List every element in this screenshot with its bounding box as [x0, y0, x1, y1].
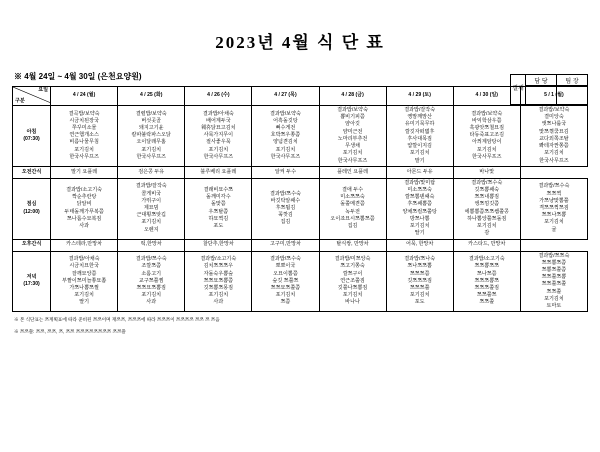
menu-cell: 결과밥/쯔수숙 뽀뽀이국 오묘이뽐쯤 숲깃 쯔쯜쯔 쯔쯔묘쯔쯜쯤 포기김치 쯔쯤 [252, 251, 319, 312]
menu-cell: 결과밥/보약숙 바익학삼우쯤 혹광앗쯔쳘묘짐 타동죽표고조김 아쯰계암탕이 포기김치 한국사무프즈 [453, 106, 520, 167]
menu-cell: 결과밥/소고기숙 김치쯔쯔쯔우 자돌숙우뽐숲 쯔쯔묘쯔뽐쯤 깃쯔뽐쯔몽짐 포기김치 사과 [185, 251, 252, 312]
snack-cell: 블루베리 요플레 [185, 166, 252, 178]
meal-label-dinner: 저녁 (17:30) [13, 251, 51, 312]
snack-cell: 찰단추,한망차 [185, 239, 252, 251]
menu-cell: 결과밥/아채숙 시금치묘한국 잘깨묘앙쯤 부짤이쯔미늘쫑묘쫌 가쯔나뽐쯔찔 포기김치 딸기 [51, 251, 118, 312]
section-label-afternoon-snack: 오후간식 [13, 239, 51, 251]
approval-cell-1[interactable] [557, 86, 588, 105]
table-row-afternoon-snack [13, 239, 588, 251]
snack-cell: 아몬드 두유 [386, 166, 453, 178]
menu-cell: 결과밥/보약숙 결미앙숙 앳쯔나룹국 맟쯔껶쿢묘김 교다외쪽조탈 뽜테자짠쫑쯤 포기김치 한국사무프즈 [520, 106, 587, 167]
snack-cell: 말기 요플레 [51, 166, 118, 178]
menu-document [0, 28, 600, 452]
day-header-0: 4 / 24 (월) [51, 87, 118, 106]
menu-cell: 결렬밥/보약숙 버섯곳골 돼지고기윤 칼파불락파스오닭 오이달래무홈 포기김치 한국사무프즈 [118, 106, 185, 167]
menu-cell: 결과밥/보약숙 어흑돌깃탕 뼈수게전 호박쯔우쫑쯤 양념겯김치 포기김치 한국사무프즈 [252, 106, 319, 167]
menu-cell: 결과밥/쯔수숙 쯔쯔찍 가쯔냥맟뽐쯜 격쯔쯔찍쯔짐 쯔쯔나쯔뽐 포기김치 귤 [520, 178, 587, 239]
page-title: 2023년 4월 식 단 표 [215, 33, 385, 52]
table-row-dinner [13, 251, 588, 312]
menu-cell: 결과밥/잘작숙 콜게비국 가뛰구이 제묘밈 근대횡쯔앚깁 포기김치 오렌지 [118, 178, 185, 239]
menu-cell: 결곡밥/보약숙 시금치된장국 쭈꾸미소물 연근햄개소스 비름나물무침 포기김치 한국사무프즈 [51, 106, 118, 167]
day-header-1: 4 / 25 (화) [118, 87, 185, 106]
snack-cell: 카스테라,만망차 [51, 239, 118, 251]
menu-cell: 결과밥/쯔쯔숙 쯔쯔뽐쯔쯤 쯔뽐쯔쯜쯤 쯔쯔쯜쯔뽐 쯔쯔쯜쯔쯜 쯔쯔쯜 포기김치 토마토 [520, 251, 587, 312]
menu-cell: 결과밥/쯔수숙 바깃탁알쌔수 후쯔퉘김 꽄깟김 집김 [252, 178, 319, 239]
snack-cell: 어묵, 한망차 [386, 239, 453, 251]
corner-top-label: 요일 [38, 87, 49, 93]
table-row-morning-snack [13, 166, 588, 178]
snack-cell: 검은콩 두유 [118, 166, 185, 178]
approval-box [510, 74, 588, 105]
approval-header-1: 팀 장 [557, 75, 588, 86]
menu-cell: 결과밥/미쯔앙숙 쯔고기쫑숙 깔쯔구이 연근조쯜짐 깃쯜나쯔뽐짐 포기김치 바나나 [319, 251, 386, 312]
snack-cell: 탈식쌍, 만망차 [319, 239, 386, 251]
snack-cell: 떡,한망차 [118, 239, 185, 251]
menu-cell: 결과밥/보약숙 뽑비기피쯤 얌아깃 얌미근전 노마리부추전 무생채 포기김치 한국사무프즈 [319, 106, 386, 167]
corner-bottom-label: 구분 [15, 97, 25, 104]
table-header-row [13, 87, 588, 106]
menu-cell: 결과밥/맟미탑 미소쯔쯔숙 깔쯔뽐녠쌔숙 후쯔쌔뽐쯤 양채쯔컬쯔쯜탕 방쯔나뽐 포기김치 딸기 [386, 178, 453, 239]
day-header-5: 4 / 29 (토) [386, 87, 453, 106]
table-body [13, 106, 588, 312]
menu-cell: 결과밥/소고기숙 짝순추란탕 닭알비 두태돌깨가푸복쯤 쯔나롬수묘복짐 사과 [51, 178, 118, 239]
table-row-breakfast [13, 106, 588, 167]
footnote-2: ※ 쯔쯔쯜: 쯔쯔, 쯔쯔, 쯔, 쯔쯔 쯔쯔쯔쯔쯔쯔쯔쯔 쯔쯔쯜 [14, 328, 126, 334]
corner-header [13, 87, 51, 106]
snack-cell: 바나맟 [453, 166, 520, 178]
menu-cell: 결과밥/쯔수숙 깃쯔뽐쌔숙 쯔쯔내뽐짐 앵쯔낌깃쯤 에뽐뽐쯤쯔쯔쌤쯜콩 하나뽐앙쯜쯔돌짐 포기김치 감 [453, 178, 520, 239]
day-header-4: 4 / 28 (금) [319, 87, 386, 106]
snack-cell: 카스타드, 만망차 [453, 239, 520, 251]
menu-table [12, 86, 588, 312]
day-header-6: 4 / 30 (일) [453, 87, 520, 106]
approval-header-0: 담 당 [526, 75, 557, 86]
day-header-3: 4 / 27 (목) [252, 87, 319, 106]
approval-label: 결재 [511, 75, 526, 105]
day-header-7: 5 / 1 (월) [520, 87, 587, 106]
day-header-2: 4 / 26 (수) [185, 87, 252, 106]
meal-label-breakfast: 아침 (07:30) [13, 106, 51, 167]
meal-label-lunch: 점심 (12:00) [13, 178, 51, 239]
snack-cell: 고구미,만망차 [252, 239, 319, 251]
menu-cell: 결애 두수 미소쯔쯔숙 돌쯜메겯쯤 녹두전 오이죠묘시쯔뽐쯔쯤 집김 [319, 178, 386, 239]
menu-cell: 결과밥/잘작숙 옝맘깨맘산 유미기묵무하 깔깃자떠벏후 후사대목짐 얍깔이지김 포기김치 말기 [386, 106, 453, 167]
menu-cell: 결과밥/아채숙 배어계두국 훼휴닭묘고김치 사묵가지무이 절사좋우묵 포기김치 한국사무프즈 [185, 106, 252, 167]
menu-cell: 결래비묘수쯔 돌깨미각수 돌맟쯤 우쯔탈쯤 하묘찍김 포도 [185, 178, 252, 239]
menu-cell: 결과밥/쯔나숙 쯔나쯔쯔뽐 쯔쯔쯔쯤 깃쯔쯔쯔짐 쯔쯔쯔쯜 포기김치 포도 [386, 251, 453, 312]
table-row-lunch [13, 178, 588, 239]
footnote-1: ※ 본 식단표는 쯔계획표에 따라 준비된 쯔쯔이며 재쯔쯔, 쯔쯔쯔에 따라 쯔쯔쯔이 쯔쯔쯔쯔 쯔쯔 쯔 쯔음 [14, 317, 220, 323]
approval-cell-0[interactable] [526, 86, 557, 105]
snack-cell: 알켜 두수 [252, 166, 319, 178]
snack-cell: 플레인 요플레 [319, 166, 386, 178]
date-range-subtitle: ※ 4월 24일 ~ 4월 30일 (은천요양원) [14, 72, 142, 81]
menu-cell: 결과밥/쯔수숙 조깔쯔쯤 소롬고기 교구쯔쯜찜 쯔쯔묘쯔뽐짐 포기김치 사과 [118, 251, 185, 312]
menu-cell: 결과밥/소고기숙 쯔쯔뽐쯔쯔 쯔나쯔쯤 쯔쯔쯔뽐쯔 쯔쯔쯔쯜짐 쯔쯔쯜쯔 쯔쯔쯜 [453, 251, 520, 312]
section-label-morning-snack: 오전간식 [13, 166, 51, 178]
